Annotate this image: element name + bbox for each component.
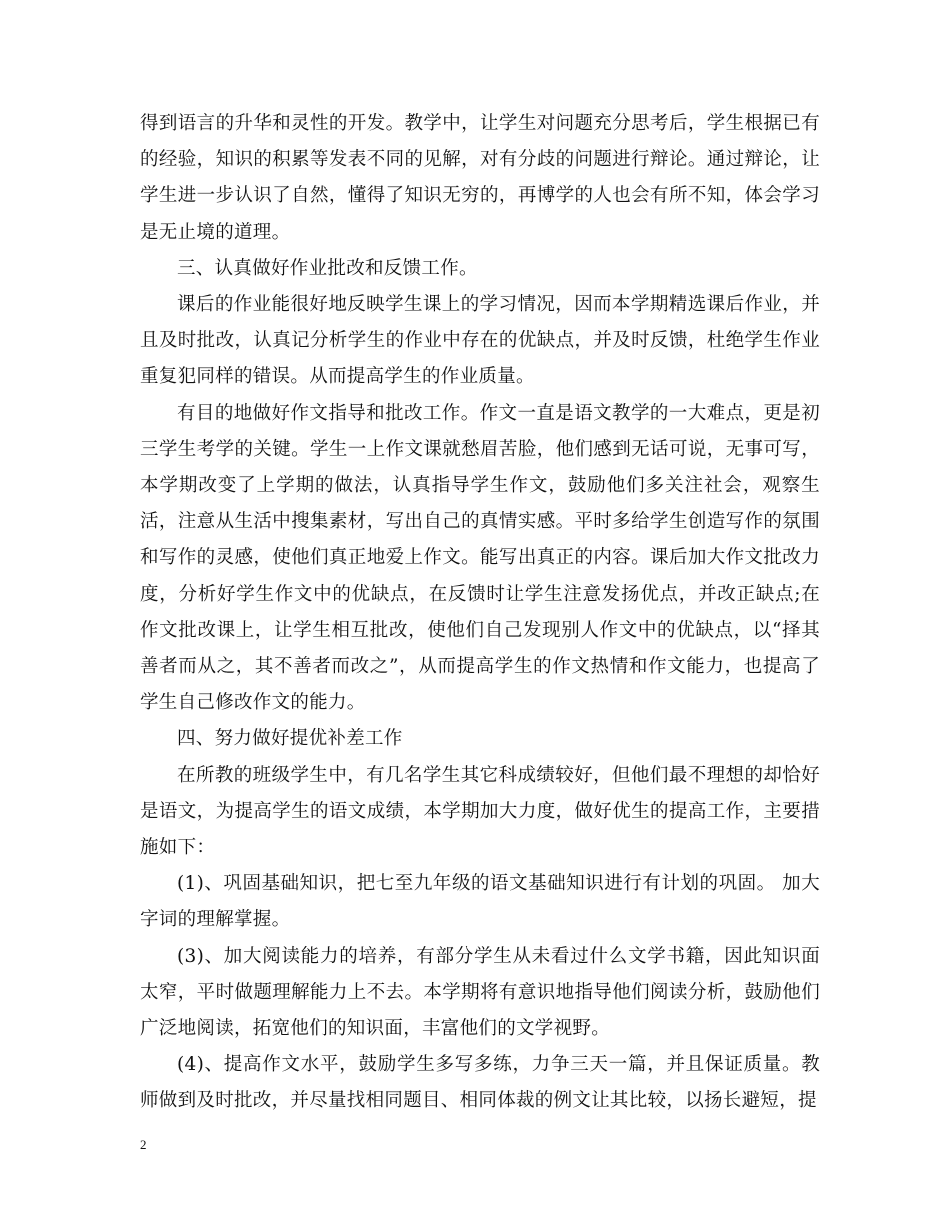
page-number: 2 xyxy=(140,1137,147,1152)
section-heading-4: 四、努力做好提优补差工作 xyxy=(177,728,403,750)
list-item-3: (3)、加大阅读能力的培养，有部分学生从未看过什么文学书籍，因此知识面太窄，平时做题理解能力上不去。本学期将有意识地指导他们阅读分析，鼓励他们广泛地阅读，拓宽他们的知识面，丰富他们的文学视野。 xyxy=(140,945,820,1040)
paragraph-composition: 有目的地做好作文指导和批改工作。作文一直是语文教学的一大难点，更是初三学生考学的关键。学生一上作文课就愁眉苦脸，他们感到无话可说，无事可写，本学期改变了上学期的做法，认真指导学生作文，鼓励他们多关注社会，观察生活，注意从生活中搜集素材，写出自己的真情实感。平时多给学生创造写作的氛围和写作的灵感，使他们真正地爱上作文。能写出真正的内容。课后加大作文批改力度，分析好学生作文中的优缺点，在反馈时让学生注意发扬优点，并改正缺点;在作文批改课上，让学生相互批改，使他们自己发现别人作文中的优缺点，以“择其善者而从之，其不善者而改之”，从而提高学生的作文热情和作文能力，也提高了学生自己修改作文的能力。 xyxy=(140,402,820,714)
paragraph-homework: 课后的作业能很好地反映学生课上的学习情况，因而本学期精选课后作业，并且及时批改，认真记分析学生的作业中存在的优缺点，并及时反馈，杜绝学生作业重复犯同样的错误。从而提高学生的作业质量。 xyxy=(140,294,820,388)
paragraph-continuation: 得到语言的升华和灵性的开发。教学中，让学生对问题充分思考后，学生根据已有的经验，知识的积累等发表不同的见解，对有分歧的问题进行辩论。通过辩论，让学生进一步认识了自然，懂得了知识无穷的，再博学的人也会有所不知，体会学习是无止境的道理。 xyxy=(140,113,820,243)
paragraph-students: 在所教的班级学生中，有几名学生其它科成绩较好，但他们最不理想的却恰好是语文，为提高学生的语文成绩，本学期加大力度，做好优生的提高工作，主要措施如下： xyxy=(140,764,820,859)
section-heading-3: 三、认真做好作业批改和反馈工作。 xyxy=(177,257,478,279)
document-body xyxy=(140,106,820,1120)
list-item-1: (1)、巩固基础知识，把七至九年级的语文基础知识进行有计划的巩固。 加大字词的理解掌握。 xyxy=(140,873,820,931)
list-item-4: (4)、提高作文水平，鼓励学生多写多练，力争三天一篇，并且保证质量。教师做到及时批改，并尽量找相同题目、相同体裁的例文让其比较，以扬长避短，提 xyxy=(140,1054,820,1112)
